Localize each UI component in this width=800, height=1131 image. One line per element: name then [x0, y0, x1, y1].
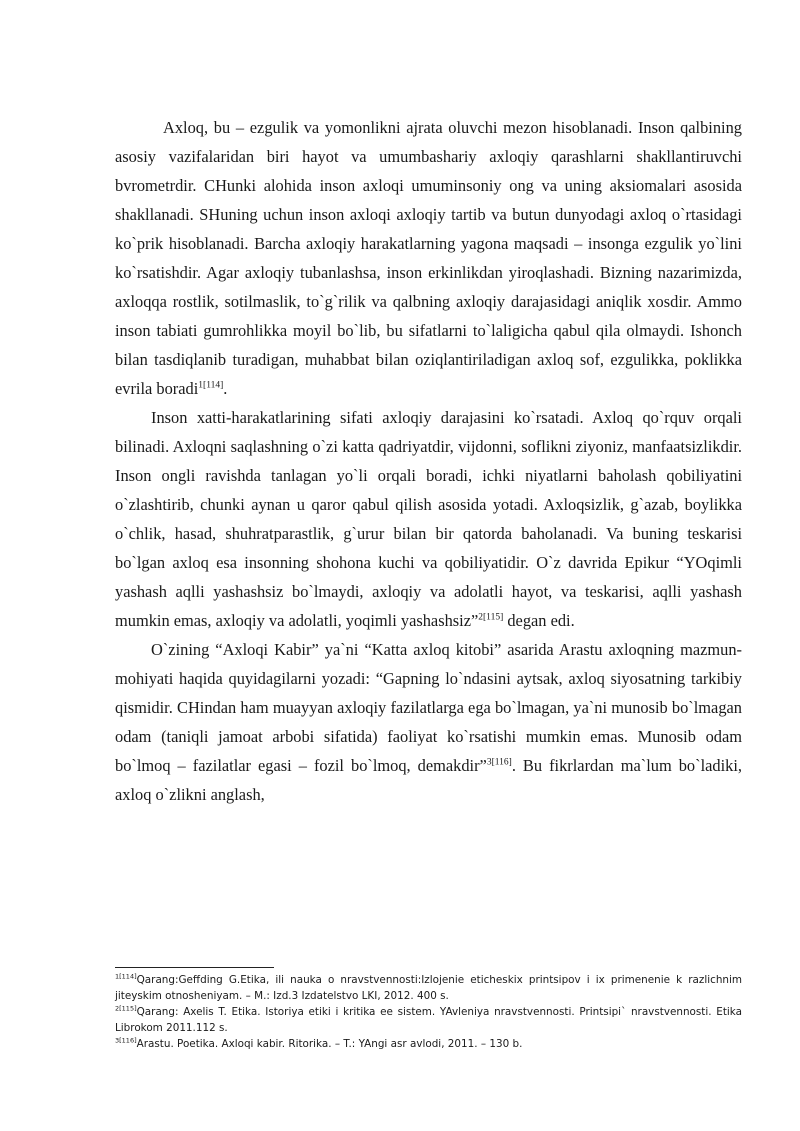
footnote-text: Qarang: Axelis T. Etika. Istoriya etiki i kritika ee sistem. YAvleniya nravstvennosti. Printsipi` nravstvennosti. Etika Librokom 2011.112 s. [115, 1006, 742, 1034]
footnote-2 [115, 1004, 742, 1036]
footnote-ref-3[interactable]: 3[116] [486, 757, 512, 768]
footnote-ref-1[interactable]: 1[114] [198, 380, 224, 391]
paragraph-1 [115, 113, 742, 403]
footnotes [115, 972, 742, 1052]
footnote-3 [115, 1036, 742, 1052]
footnote-ref-2[interactable]: 2[115] [478, 612, 504, 623]
footnote-1 [115, 972, 742, 1004]
footnote-text: Qarang:Geffding G.Etika, ili nauka o nravstvennosti:Izlojenie eticheskix printsipov i ix primenenie k razlichnim jiteyskim otnosheniyam. – M.: Izd.3 Izdatelstvo LKI, 2012. 400 s. [115, 974, 742, 1002]
footnote-separator [115, 967, 274, 968]
footnote-mark: 1[114] [115, 972, 137, 981]
paragraph-2 [115, 403, 742, 635]
paragraph-tail: . Bu fikrlardan ma`lum bo`ladiki, axloq o`zlikni anglash, [115, 756, 742, 804]
footnote-mark: 2[115] [115, 1004, 137, 1013]
paragraph-text: Inson xatti-harakatlarining sifati axloqiy darajasini ko`rsatadi. Axloq qo`rquv orqali bilinadi. Axloqni saqlashning o`zi katta qadriyatdir, vijdonni, soflikni ziyoniz, manfaatsizlikdir. Inson ongli ravishda tanlagan yo`li orqali boradi, ichki niyatlarni baholash qobiliyatini o`zlashtirib, chunki aynan u qaror qabul qilish asosida yotadi. Axloqsizlik, g`azab, boylikka o`chlik, hasad, shuhratparastlik, g`urur bilan bir qatorda baholanadi. Va buning teskarisi bo`lgan axloq esa insonning shohona kuchi va qobiliyatidir. O`z davrida Epikur “YOqimli yashash aqlli yashashsiz bo`lmaydi, axloqiy va adolatli hayot, va teskarisi, aqlli yashash mumkin emas, axloqiy va adolatli, yoqimli yashashsiz” [115, 408, 742, 630]
paragraph-tail: degan edi. [503, 611, 575, 630]
paragraph-text: Axloq, bu – ezgulik va yomonlikni ajrata oluvchi mezon hisoblanadi. Inson qalbining asosiy vazifalaridan biri hayot va umumbashariy axloqiy qarashlarni shakllantiruvchi bvrometrdir. CHunki alohida inson axloqi umuminsoniy ong va uning aksiomalari asosida shakllanadi. SHuning uchun inson axloqi axloqiy tartib va butun dunyodagi axloq o`rtasidagi ko`prik hisoblanadi. Barcha axloqiy harakatlarning yagona maqsadi – insonga ezgulik yo`lini ko`rsatishdir. Agar axloqiy tubanlashsa, inson erkinlikdan yiroqlashadi. Bizning nazarimizda, axloqqa rostlik, sotilmaslik, to`g`rilik va qalbning axloqiy darajasidagi aniqlik xosdir. Ammo inson tabiati gumrohlikka moyil bo`lib, bu sifatlarni to`laligicha qabul qila olmaydi. Ishonch bilan tasdiqlanib turadigan, muhabbat bilan oziqlantiriladigan axloq sof, ezgulikka, poklikka evrila boradi [115, 118, 742, 398]
paragraph-tail: . [223, 379, 228, 398]
footnote-text: Arastu. Poetika. Axloqi kabir. Ritorika. – T.: YAngi asr avlodi, 2011. – 130 b. [136, 1038, 523, 1050]
paragraph-text: O`zining “Axloqi Kabir” ya`ni “Katta axloq kitobi” asarida Arastu axloqning mazmun-mohiyati haqida quyidagilarni yozadi: “Gapning lo`ndasini aytsak, axloq siyosatning tarkibiy qismidir. CHindan ham muayyan axloqiy fazilatlarga ega bo`lmagan, ya`ni munosib bo`lmagan odam (taniqli jamoat arbobi sifatida) faoliyat ko`rsatishi mumkin emas. Munosib odam bo`lmoq – fazilatlar egasi – fozil bo`lmoq, demakdir” [115, 640, 742, 775]
body-text [115, 113, 742, 809]
footnote-mark: 3[116] [115, 1036, 137, 1045]
paragraph-3 [115, 635, 742, 809]
